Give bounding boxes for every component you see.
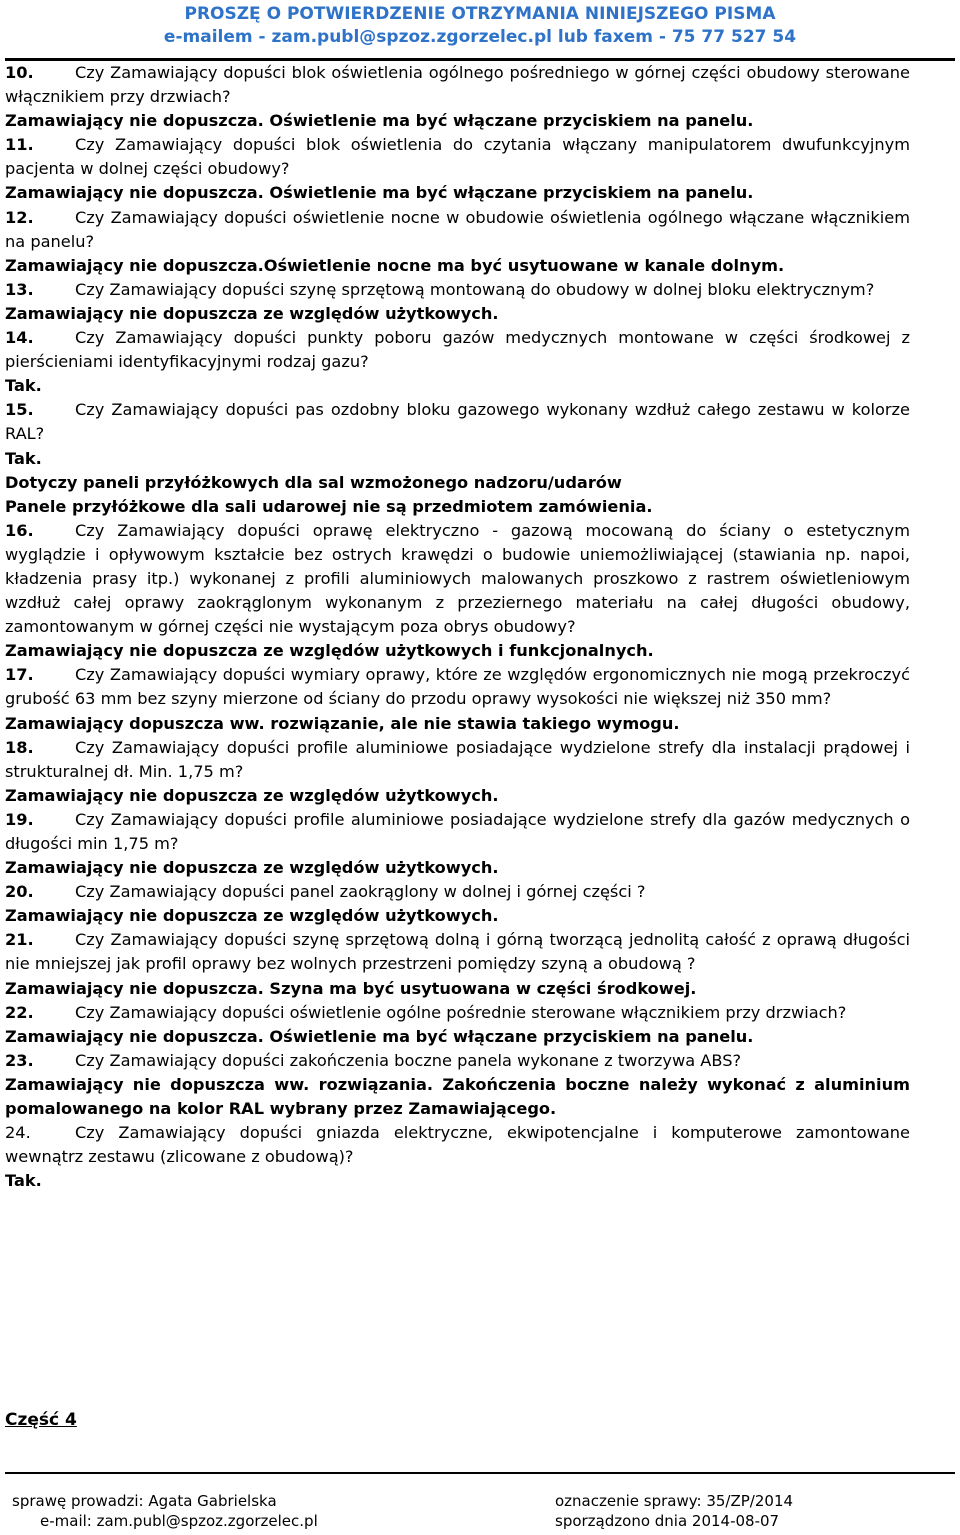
question-item	[5, 1049, 910, 1073]
question-item	[5, 1001, 910, 1025]
answer-text: Zamawiający nie dopuszcza ze względów użytkowych.	[5, 858, 499, 878]
question-number: 12.	[5, 207, 34, 227]
question-text: Czy Zamawiający dopuści oprawę elektryczno - gazową mocowaną do ściany o estetycznym wyglądzie i opływowym kształcie bez ostrych krawędzi o budowie uniemożliwiającej (stawiania np. napoi, kładzenia prasy itp.) wykonanej z profili aluminiowych malowanych proszkowo z rastrem oświetleniowym wzdłuż całej oprawy zaokrąglonym wykonanym z przeziernego materiału na całej długości obudowy, zamontowanym w górnej części nie wystającym poza obrys obudowy?	[5, 520, 910, 637]
question-text: Czy Zamawiający dopuści wymiary oprawy, które ze względów ergonomicznych nie mogą przekroczyć grubość 63 mm bez szyny mierzone od ściany do przodu oprawy wysokości nie większej niż 350 mm?	[5, 665, 910, 709]
question-text: Czy Zamawiający dopuści blok oświetlenia ogólnego pośredniego w górnej części obudowy sterowane włącznikiem przy drzwiach?	[5, 63, 910, 107]
question-number: 11.	[5, 135, 34, 155]
page-header	[0, 0, 960, 52]
answer-text: Zamawiający nie dopuszcza ze względów użytkowych.	[5, 303, 499, 323]
question-number: 19.	[5, 809, 34, 829]
answer-text: Zamawiający nie dopuszcza ze względów użytkowych.	[5, 906, 499, 926]
answer-text: Zamawiający nie dopuszcza. Oświetlenie ma być włączane przyciskiem na panelu.	[5, 1026, 754, 1046]
question-item	[5, 326, 910, 374]
section-heading: Dotyczy paneli przyłóżkowych dla sal wzmożonego nadzoru/udarów	[5, 472, 622, 492]
footer-divider	[5, 1472, 955, 1474]
question-number: 21.	[5, 930, 34, 950]
question-item	[5, 206, 910, 254]
question-text: Czy Zamawiający dopuści szynę sprzętową dolną i górną tworzącą jednolitą całość z oprawą długości nie mniejszej jak profil oprawy bez wolnych przestrzeni pomiędzy szyną a obudową ?	[5, 930, 910, 974]
question-number: 23.	[5, 1050, 34, 1070]
question-text: Czy Zamawiający dopuści profile aluminiowe posiadające wydzielone strefy dla instalacji prądowej i strukturalnej dł. Min. 1,75 m?	[5, 737, 910, 781]
question-number: 17.	[5, 665, 34, 685]
footer-handler: sprawę prowadzi: Agata Gabrielska	[12, 1492, 277, 1510]
question-text: Czy Zamawiający dopuści szynę sprzętową montowaną do obudowy w dolnej bloku elektrycznym?	[75, 279, 875, 299]
question-text: Czy Zamawiający dopuści profile aluminiowe posiadające wydzielone strefy dla gazów medycznych o długości min 1,75 m?	[5, 809, 910, 853]
question-number: 10.	[5, 63, 34, 82]
question-item	[5, 1121, 910, 1169]
header-confirmation-request: PROSZĘ O POTWIERDZENIE OTRZYMANIA NINIEJSZEGO PISMA	[184, 4, 776, 24]
question-item	[5, 880, 910, 904]
question-number: 13.	[5, 279, 34, 299]
document-body	[5, 61, 910, 1193]
answer-text: Tak.	[5, 376, 42, 396]
footer-case-ref: oznaczenie sprawy: 35/ZP/2014	[555, 1492, 794, 1510]
question-item	[5, 133, 910, 181]
question-number: 24.	[5, 1123, 31, 1143]
section-note: Panele przyłóżkowe dla sali udarowej nie są przedmiotem zamówienia.	[5, 496, 653, 516]
question-number: 18.	[5, 737, 34, 757]
question-item	[5, 736, 910, 784]
question-text: Czy Zamawiający dopuści pas ozdobny bloku gazowego wykonany wzdłuż całego zestawu w kolorze RAL?	[5, 400, 910, 444]
question-number: 15.	[5, 400, 34, 420]
question-item	[5, 519, 910, 639]
answer-text: Zamawiający dopuszcza ww. rozwiązanie, ale nie stawia takiego wymogu.	[5, 713, 680, 733]
question-item	[5, 663, 910, 711]
question-number: 16.	[5, 520, 34, 540]
header-contact-line: e-mailem - zam.publ@spzoz.zgorzelec.pl lub faxem - 75 77 527 54	[163, 27, 797, 47]
question-text: Czy Zamawiający dopuści panel zaokrąglony w dolnej i górnej części ?	[75, 882, 646, 902]
answer-text: Zamawiający nie dopuszcza. Oświetlenie ma być włączane przyciskiem na panelu.	[5, 183, 754, 203]
question-number: 20.	[5, 882, 34, 902]
answer-text: Zamawiający nie dopuszcza. Oświetlenie ma być włączane przyciskiem na panelu.	[5, 111, 754, 131]
footer-email: e-mail: zam.publ@spzoz.zgorzelec.pl	[40, 1512, 318, 1530]
question-item	[5, 61, 910, 109]
answer-text: Zamawiający nie dopuszcza ww. rozwiązania. Zakończenia boczne należy wykonać z aluminium pomalowanego na kolor RAL wybrany przez Zamawiającego.	[5, 1074, 910, 1119]
answer-text: Zamawiający nie dopuszcza.Oświetlenie nocne ma być usytuowane w kanale dolnym.	[5, 255, 785, 275]
question-number: 14.	[5, 328, 34, 348]
questions-list-1	[5, 61, 910, 471]
questions-list-2	[5, 519, 910, 1194]
question-item	[5, 928, 910, 976]
question-item	[5, 808, 910, 856]
question-text: Czy Zamawiający dopuści zakończenia boczne panela wykonane z tworzywa ABS?	[75, 1050, 742, 1070]
answer-text: Tak.	[5, 448, 42, 468]
question-text: Czy Zamawiający dopuści oświetlenie ogólne pośrednie sterowane włącznikiem przy drzwiach?	[75, 1002, 847, 1022]
question-text: Czy Zamawiający dopuści blok oświetlenia do czytania włączany manipulatorem dwufunkcyjnym pacjenta w dolnej części obudowy?	[5, 135, 910, 179]
question-text: Czy Zamawiający dopuści oświetlenie nocne w obudowie oświetlenia ogólnego włączane włącznikiem na panelu?	[5, 207, 910, 251]
answer-text: Zamawiający nie dopuszcza ze względów użytkowych.	[5, 785, 499, 805]
part-title: Część 4	[5, 1410, 77, 1430]
question-text: Czy Zamawiający dopuści gniazda elektryczne, ekwipotencjalne i komputerowe zamontowane wewnątrz zestawu (zlicowane z obudową)?	[5, 1123, 910, 1167]
question-item	[5, 278, 910, 302]
answer-text: Tak.	[5, 1171, 42, 1191]
question-number: 22.	[5, 1002, 34, 1022]
question-item	[5, 398, 910, 446]
footer-date: sporządzono dnia 2014-08-07	[555, 1512, 780, 1530]
answer-text: Zamawiający nie dopuszcza. Szyna ma być usytuowana w części środkowej.	[5, 978, 697, 998]
question-text: Czy Zamawiający dopuści punkty poboru gazów medycznych montowane w części środkowej z pierścieniami identyfikacyjnymi rodzaj gazu?	[5, 328, 910, 372]
answer-text: Zamawiający nie dopuszcza ze względów użytkowych i funkcjonalnych.	[5, 641, 654, 661]
